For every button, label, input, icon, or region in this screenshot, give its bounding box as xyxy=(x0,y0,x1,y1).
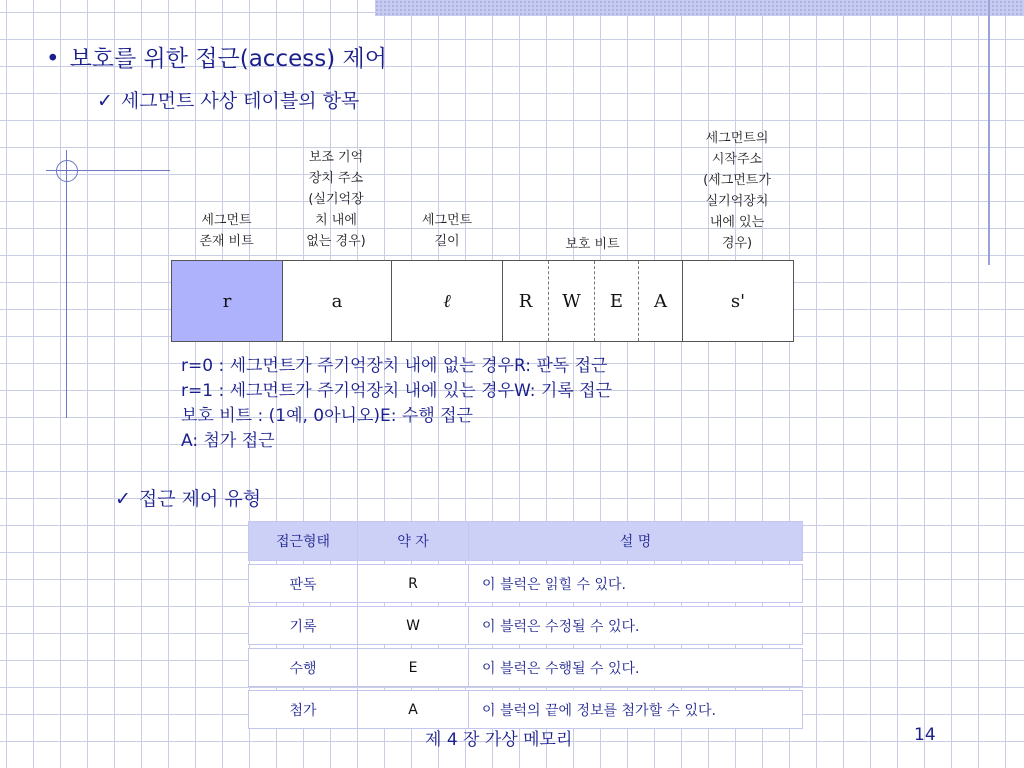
desc-line: 없는 경우) xyxy=(306,234,366,249)
cell-abbreviation: E xyxy=(358,649,469,687)
start-address-cell: s' xyxy=(730,290,746,312)
cell-abbreviation: A xyxy=(358,691,469,729)
table-row xyxy=(249,691,803,729)
desc-line: 세그먼트 xyxy=(201,213,252,228)
checkmark-icon: ✓ xyxy=(115,488,131,510)
desc-line: (세그먼트가 xyxy=(703,173,771,188)
desc-line: 시작주소 xyxy=(711,152,763,167)
header-access-type: 접근형태 xyxy=(249,522,358,561)
write-bit-cell: W xyxy=(549,261,595,341)
access-type-table xyxy=(248,521,803,729)
desc-line: 치 내에 xyxy=(315,213,357,228)
desc-line: 세그먼트의 xyxy=(705,131,769,146)
cell-description: 이 블럭은 읽힐 수 있다. xyxy=(469,565,803,603)
column-desc-length xyxy=(392,210,502,252)
bullet-icon: • xyxy=(46,46,60,72)
footer-page-number: 14 xyxy=(914,725,936,745)
cell-description: 이 블럭의 끝에 정보를 첨가할 수 있다. xyxy=(469,691,803,729)
footer-chapter-title: 제 4 장 가상 메모리 xyxy=(425,730,573,750)
right-decorative-line xyxy=(988,0,990,265)
top-decorative-band xyxy=(375,0,1024,16)
desc-line: 내에 있는 xyxy=(709,215,765,230)
note-line: A: 첨가 접근 xyxy=(181,431,275,451)
desc-line: 존재 비트 xyxy=(199,234,254,249)
table-header-row xyxy=(249,522,803,561)
main-heading xyxy=(46,40,387,73)
crosshair-circle-icon xyxy=(56,160,78,182)
cell-access-type: 첨가 xyxy=(249,691,358,729)
sub-heading-segment-table xyxy=(97,86,359,113)
column-desc-exist xyxy=(171,210,282,252)
column-desc-start-address xyxy=(680,128,794,254)
segment-table-entry xyxy=(171,260,794,342)
main-heading-text: 보호를 위한 접근(access) 제어 xyxy=(69,46,387,72)
cell-access-type: 판독 xyxy=(249,565,358,603)
header-description: 설 명 xyxy=(469,522,803,561)
cell-description: 이 블럭은 수행될 수 있다. xyxy=(469,649,803,687)
desc-line: 경우) xyxy=(721,236,753,251)
sub-heading-segment-table-text: 세그먼트 사상 테이블의 항목 xyxy=(120,90,360,112)
desc-line: 실기억장치 xyxy=(705,194,769,209)
note-line: 보호 비트 : (1예, 0아니오)E: 수행 접근 xyxy=(181,406,473,426)
header-abbreviation: 약 자 xyxy=(358,522,469,561)
secondary-address-cell: a xyxy=(283,261,392,341)
table-row xyxy=(249,649,803,687)
read-bit-cell: R xyxy=(503,261,549,341)
append-bit-cell: A xyxy=(639,261,683,341)
table-row xyxy=(249,607,803,645)
column-desc-protection xyxy=(502,234,683,255)
cell-access-type: 기록 xyxy=(249,607,358,645)
column-desc-secondary-address xyxy=(282,147,390,252)
cell-description: 이 블럭은 수정될 수 있다. xyxy=(469,607,803,645)
table-row xyxy=(249,565,803,603)
desc-line: 장치 주소 xyxy=(308,171,364,186)
desc-line: 길이 xyxy=(434,234,460,249)
left-decorative-line xyxy=(66,150,67,418)
cell-access-type: 수행 xyxy=(249,649,358,687)
note-line: r=1 : 세그먼트가 주기억장치 내에 있는 경우W: 기록 접근 xyxy=(181,381,612,401)
execute-bit-cell: E xyxy=(595,261,639,341)
desc-line: 보조 기억 xyxy=(308,150,364,165)
desc-line: 보호 비트 xyxy=(565,237,620,252)
desc-line: 세그먼트 xyxy=(421,213,473,228)
present-bit-cell: r xyxy=(172,261,283,341)
desc-line: (실기억장 xyxy=(308,192,364,207)
note-line: r=0 : 세그먼트가 주기억장치 내에 없는 경우R: 판독 접근 xyxy=(181,356,608,376)
cell-abbreviation: R xyxy=(358,565,469,603)
notes-block xyxy=(181,354,612,454)
sub-heading-access-types xyxy=(115,484,261,511)
cell-abbreviation: W xyxy=(358,607,469,645)
segment-length-cell: ℓ xyxy=(392,261,503,341)
sub-heading-access-types-text: 접근 제어 유형 xyxy=(138,488,262,510)
checkmark-icon: ✓ xyxy=(97,90,113,112)
